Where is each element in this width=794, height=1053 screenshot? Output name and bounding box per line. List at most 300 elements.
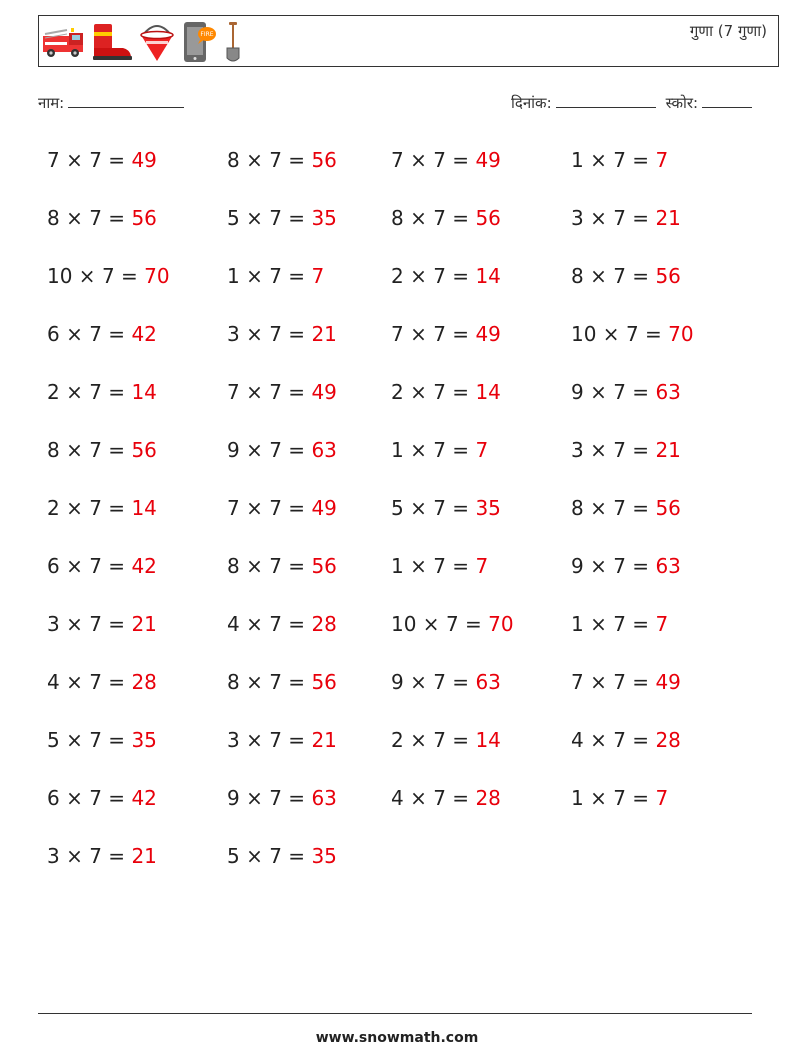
times-sign: × bbox=[583, 728, 614, 752]
fire-bucket-icon bbox=[137, 21, 177, 63]
name-field bbox=[38, 93, 184, 113]
answer: 63 bbox=[311, 438, 337, 462]
equals-sign: = bbox=[101, 786, 132, 810]
multiplication-problem bbox=[227, 537, 391, 595]
multiplier: 7 bbox=[613, 554, 626, 578]
header-box bbox=[38, 15, 779, 67]
equals-sign: = bbox=[445, 670, 476, 694]
answer: 14 bbox=[131, 380, 157, 404]
equals-sign: = bbox=[101, 728, 132, 752]
equals-sign: = bbox=[625, 148, 656, 172]
multiplicand: 2 bbox=[391, 380, 404, 404]
times-sign: × bbox=[583, 380, 614, 404]
multiplier: 7 bbox=[269, 380, 282, 404]
multiplicand: 2 bbox=[391, 264, 404, 288]
multiplier: 7 bbox=[101, 264, 115, 288]
times-sign: × bbox=[239, 728, 270, 752]
times-sign: × bbox=[583, 612, 614, 636]
answer: 63 bbox=[475, 670, 501, 694]
equals-sign: = bbox=[281, 380, 312, 404]
times-sign: × bbox=[403, 670, 434, 694]
times-sign: × bbox=[403, 380, 434, 404]
times-sign: × bbox=[596, 322, 626, 346]
multiplicand: 1 bbox=[391, 438, 404, 462]
answer: 7 bbox=[475, 438, 489, 462]
name-blank[interactable] bbox=[68, 93, 184, 108]
multiplication-problem bbox=[391, 711, 571, 769]
multiplication-problem bbox=[571, 363, 727, 421]
times-sign: × bbox=[59, 380, 90, 404]
equals-sign: = bbox=[625, 264, 656, 288]
times-sign: × bbox=[583, 496, 614, 520]
multiplier: 7 bbox=[89, 380, 102, 404]
equals-sign: = bbox=[458, 612, 489, 636]
multiplier: 7 bbox=[613, 148, 626, 172]
times-sign: × bbox=[403, 496, 434, 520]
answer: 70 bbox=[488, 612, 514, 636]
answer: 70 bbox=[668, 322, 694, 346]
multiplicand: 1 bbox=[571, 786, 584, 810]
times-sign: × bbox=[403, 554, 434, 578]
multiplier: 7 bbox=[89, 554, 102, 578]
equals-sign: = bbox=[101, 206, 132, 230]
multiplication-problem bbox=[571, 479, 727, 537]
multiplication-problem bbox=[47, 595, 227, 653]
answer: 7 bbox=[655, 148, 669, 172]
answer: 56 bbox=[311, 554, 337, 578]
fire-truck-icon bbox=[41, 24, 85, 60]
times-sign: × bbox=[403, 206, 434, 230]
multiplicand: 10 bbox=[571, 322, 597, 346]
answer: 7 bbox=[311, 264, 325, 288]
multiplier: 7 bbox=[269, 264, 282, 288]
multiplication-problem bbox=[47, 653, 227, 711]
times-sign: × bbox=[59, 612, 90, 636]
equals-sign: = bbox=[625, 206, 656, 230]
multiplicand: 10 bbox=[391, 612, 417, 636]
answer: 21 bbox=[311, 322, 337, 346]
equals-sign: = bbox=[281, 786, 312, 810]
footer-url: www.snowmath.com bbox=[315, 1030, 479, 1046]
equals-sign: = bbox=[625, 496, 656, 520]
equals-sign: = bbox=[101, 612, 132, 636]
times-sign: × bbox=[403, 438, 434, 462]
multiplicand: 8 bbox=[391, 206, 404, 230]
equals-sign: = bbox=[281, 496, 312, 520]
multiplicand: 9 bbox=[571, 380, 584, 404]
equals-sign: = bbox=[445, 786, 476, 810]
equals-sign: = bbox=[101, 148, 132, 172]
times-sign: × bbox=[59, 670, 90, 694]
multiplication-problem bbox=[391, 537, 571, 595]
equals-sign: = bbox=[101, 554, 132, 578]
multiplier: 7 bbox=[269, 844, 282, 868]
multiplier: 7 bbox=[433, 264, 446, 288]
multiplier: 7 bbox=[89, 844, 102, 868]
multiplication-problem bbox=[47, 363, 227, 421]
multiplicand: 3 bbox=[227, 728, 240, 752]
equals-sign: = bbox=[625, 728, 656, 752]
times-sign: × bbox=[239, 670, 270, 694]
multiplication-problem bbox=[391, 595, 571, 653]
answer: 49 bbox=[311, 380, 337, 404]
times-sign: × bbox=[583, 670, 614, 694]
svg-text:FIRE: FIRE bbox=[200, 31, 214, 38]
multiplier: 7 bbox=[269, 438, 282, 462]
times-sign: × bbox=[583, 786, 614, 810]
multiplicand: 8 bbox=[571, 264, 584, 288]
times-sign: × bbox=[239, 496, 270, 520]
answer: 56 bbox=[655, 496, 681, 520]
equals-sign: = bbox=[281, 438, 312, 462]
multiplication-problem bbox=[227, 653, 391, 711]
multiplier: 7 bbox=[625, 322, 639, 346]
multiplication-problem bbox=[227, 769, 391, 827]
multiplier: 7 bbox=[89, 670, 102, 694]
answer: 63 bbox=[655, 380, 681, 404]
multiplication-problem bbox=[391, 421, 571, 479]
multiplication-problem bbox=[47, 537, 227, 595]
multiplicand: 8 bbox=[47, 438, 60, 462]
multiplicand: 4 bbox=[227, 612, 240, 636]
answer: 56 bbox=[475, 206, 501, 230]
multiplicand: 4 bbox=[571, 728, 584, 752]
multiplier: 7 bbox=[89, 206, 102, 230]
multiplication-problem bbox=[227, 421, 391, 479]
answer: 7 bbox=[655, 786, 669, 810]
times-sign: × bbox=[239, 438, 270, 462]
answer: 14 bbox=[475, 264, 501, 288]
multiplicand: 2 bbox=[47, 380, 60, 404]
answer: 56 bbox=[311, 670, 337, 694]
multiplication-problem bbox=[227, 363, 391, 421]
multiplier: 7 bbox=[433, 148, 446, 172]
answer: 49 bbox=[311, 496, 337, 520]
shovel-icon bbox=[221, 20, 245, 64]
multiplication-problem bbox=[227, 131, 391, 189]
equals-sign: = bbox=[281, 264, 312, 288]
times-sign: × bbox=[583, 264, 614, 288]
answer: 56 bbox=[131, 438, 157, 462]
times-sign: × bbox=[59, 728, 90, 752]
multiplier: 7 bbox=[433, 438, 446, 462]
times-sign: × bbox=[403, 322, 434, 346]
times-sign: × bbox=[403, 264, 434, 288]
score-blank[interactable] bbox=[702, 93, 752, 108]
answer: 63 bbox=[655, 554, 681, 578]
equals-sign: = bbox=[101, 670, 132, 694]
multiplication-problem bbox=[47, 769, 227, 827]
answer: 49 bbox=[475, 148, 501, 172]
multiplicand: 6 bbox=[47, 554, 60, 578]
multiplicand: 7 bbox=[571, 670, 584, 694]
multiplication-problem bbox=[47, 827, 227, 885]
multiplier: 7 bbox=[269, 148, 282, 172]
multiplier: 7 bbox=[445, 612, 459, 636]
multiplier: 7 bbox=[89, 496, 102, 520]
equals-sign: = bbox=[445, 438, 476, 462]
multiplication-problem bbox=[571, 711, 727, 769]
multiplier: 7 bbox=[433, 728, 446, 752]
times-sign: × bbox=[239, 612, 270, 636]
date-blank[interactable] bbox=[556, 93, 656, 108]
equals-sign: = bbox=[625, 786, 656, 810]
multiplicand: 1 bbox=[571, 612, 584, 636]
answer: 21 bbox=[131, 844, 157, 868]
times-sign: × bbox=[59, 786, 90, 810]
multiplication-problem bbox=[571, 653, 727, 711]
multiplicand: 2 bbox=[47, 496, 60, 520]
multiplicand: 7 bbox=[391, 148, 404, 172]
multiplication-problem bbox=[391, 653, 571, 711]
equals-sign: = bbox=[281, 206, 312, 230]
multiplication-problem bbox=[571, 305, 727, 363]
multiplicand: 8 bbox=[227, 670, 240, 694]
multiplicand: 5 bbox=[227, 844, 240, 868]
multiplicand: 5 bbox=[47, 728, 60, 752]
answer: 42 bbox=[131, 554, 157, 578]
equals-sign: = bbox=[281, 844, 312, 868]
equals-sign: = bbox=[445, 322, 476, 346]
equals-sign: = bbox=[281, 322, 312, 346]
multiplier: 7 bbox=[613, 264, 626, 288]
fire-phone-icon bbox=[181, 20, 217, 64]
multiplicand: 9 bbox=[227, 438, 240, 462]
equals-sign: = bbox=[445, 148, 476, 172]
multiplier: 7 bbox=[433, 206, 446, 230]
answer: 28 bbox=[475, 786, 501, 810]
multiplicand: 3 bbox=[227, 322, 240, 346]
times-sign: × bbox=[239, 148, 270, 172]
answer: 42 bbox=[131, 322, 157, 346]
multiplicand: 1 bbox=[227, 264, 240, 288]
multiplication-problem bbox=[47, 711, 227, 769]
multiplier: 7 bbox=[89, 728, 102, 752]
multiplicand: 3 bbox=[47, 844, 60, 868]
multiplication-problem bbox=[47, 189, 227, 247]
equals-sign: = bbox=[625, 380, 656, 404]
equals-sign: = bbox=[281, 670, 312, 694]
equals-sign: = bbox=[281, 612, 312, 636]
multiplicand: 6 bbox=[47, 786, 60, 810]
multiplication-problem bbox=[571, 189, 727, 247]
name-label: नाम: bbox=[38, 94, 65, 112]
multiplicand: 9 bbox=[227, 786, 240, 810]
equals-sign: = bbox=[281, 728, 312, 752]
multiplication-problem bbox=[391, 189, 571, 247]
multiplier: 7 bbox=[269, 612, 282, 636]
times-sign: × bbox=[583, 148, 614, 172]
equals-sign: = bbox=[101, 438, 132, 462]
multiplicand: 1 bbox=[571, 148, 584, 172]
answer: 49 bbox=[131, 148, 157, 172]
answer: 21 bbox=[311, 728, 337, 752]
multiplicand: 7 bbox=[227, 380, 240, 404]
multiplicand: 7 bbox=[47, 148, 60, 172]
equals-sign: = bbox=[101, 322, 132, 346]
multiplicand: 7 bbox=[391, 322, 404, 346]
multiplication-problem bbox=[391, 363, 571, 421]
times-sign: × bbox=[59, 438, 90, 462]
times-sign: × bbox=[239, 844, 270, 868]
multiplicand: 9 bbox=[571, 554, 584, 578]
multiplication-problem bbox=[47, 421, 227, 479]
multiplication-problem bbox=[47, 131, 227, 189]
multiplicand: 1 bbox=[391, 554, 404, 578]
multiplicand: 8 bbox=[227, 554, 240, 578]
answer: 56 bbox=[655, 264, 681, 288]
multiplication-problem bbox=[571, 131, 727, 189]
times-sign: × bbox=[59, 496, 90, 520]
times-sign: × bbox=[583, 206, 614, 230]
answer: 56 bbox=[131, 206, 157, 230]
answer: 21 bbox=[655, 438, 681, 462]
multiplier: 7 bbox=[613, 380, 626, 404]
multiplication-problem bbox=[227, 189, 391, 247]
multiplication-problem bbox=[227, 711, 391, 769]
multiplicand: 5 bbox=[391, 496, 404, 520]
times-sign: × bbox=[72, 264, 102, 288]
multiplication-problem bbox=[47, 305, 227, 363]
multiplication-problem bbox=[227, 479, 391, 537]
answer: 35 bbox=[131, 728, 157, 752]
multiplier: 7 bbox=[433, 786, 446, 810]
multiplicand: 8 bbox=[227, 148, 240, 172]
equals-sign: = bbox=[625, 612, 656, 636]
answer: 14 bbox=[475, 380, 501, 404]
multiplication-problem bbox=[571, 247, 727, 305]
answer: 49 bbox=[655, 670, 681, 694]
times-sign: × bbox=[583, 438, 614, 462]
times-sign: × bbox=[59, 844, 90, 868]
multiplier: 7 bbox=[613, 612, 626, 636]
multiplier: 7 bbox=[613, 438, 626, 462]
equals-sign: = bbox=[281, 554, 312, 578]
multiplication-problem bbox=[571, 537, 727, 595]
multiplier: 7 bbox=[89, 612, 102, 636]
answer: 7 bbox=[475, 554, 489, 578]
equals-sign: = bbox=[445, 728, 476, 752]
multiplicand: 10 bbox=[47, 264, 73, 288]
answer: 63 bbox=[311, 786, 337, 810]
answer: 21 bbox=[655, 206, 681, 230]
equals-sign: = bbox=[625, 554, 656, 578]
equals-sign: = bbox=[445, 206, 476, 230]
multiplier: 7 bbox=[613, 206, 626, 230]
problem-grid bbox=[47, 131, 727, 885]
answer: 35 bbox=[311, 206, 337, 230]
times-sign: × bbox=[239, 554, 270, 578]
times-sign: × bbox=[239, 264, 270, 288]
multiplier: 7 bbox=[269, 728, 282, 752]
equals-sign: = bbox=[445, 264, 476, 288]
multiplier: 7 bbox=[269, 554, 282, 578]
multiplicand: 3 bbox=[47, 612, 60, 636]
multiplication-problem bbox=[391, 769, 571, 827]
multiplication-problem bbox=[391, 131, 571, 189]
multiplication-problem bbox=[391, 479, 571, 537]
times-sign: × bbox=[403, 728, 434, 752]
multiplier: 7 bbox=[433, 380, 446, 404]
equals-sign: = bbox=[101, 380, 132, 404]
times-sign: × bbox=[403, 148, 434, 172]
multiplication-problem bbox=[571, 595, 727, 653]
multiplier: 7 bbox=[269, 322, 282, 346]
date-label: दिनांक: bbox=[511, 94, 552, 112]
multiplicand: 4 bbox=[47, 670, 60, 694]
equals-sign: = bbox=[625, 438, 656, 462]
multiplicand: 3 bbox=[571, 438, 584, 462]
multiplicand: 5 bbox=[227, 206, 240, 230]
answer: 35 bbox=[475, 496, 501, 520]
date-score-field bbox=[511, 93, 752, 113]
equals-sign: = bbox=[445, 496, 476, 520]
multiplicand: 2 bbox=[391, 728, 404, 752]
answer: 35 bbox=[311, 844, 337, 868]
multiplication-problem bbox=[391, 305, 571, 363]
multiplier: 7 bbox=[613, 496, 626, 520]
multiplier: 7 bbox=[613, 670, 626, 694]
times-sign: × bbox=[239, 786, 270, 810]
multiplicand: 4 bbox=[391, 786, 404, 810]
equals-sign: = bbox=[101, 496, 132, 520]
multiplicand: 6 bbox=[47, 322, 60, 346]
multiplicand: 8 bbox=[571, 496, 584, 520]
multiplier: 7 bbox=[89, 786, 102, 810]
multiplicand: 8 bbox=[47, 206, 60, 230]
equals-sign: = bbox=[638, 322, 669, 346]
multiplication-problem bbox=[571, 769, 727, 827]
answer: 42 bbox=[131, 786, 157, 810]
equals-sign: = bbox=[114, 264, 145, 288]
answer: 7 bbox=[655, 612, 669, 636]
multiplier: 7 bbox=[269, 206, 282, 230]
multiplier: 7 bbox=[89, 438, 102, 462]
times-sign: × bbox=[583, 554, 614, 578]
page-title: गुणा (7 गुणा) bbox=[689, 22, 767, 40]
times-sign: × bbox=[416, 612, 446, 636]
equals-sign: = bbox=[625, 670, 656, 694]
times-sign: × bbox=[239, 322, 270, 346]
answer: 70 bbox=[144, 264, 170, 288]
multiplication-problem bbox=[47, 479, 227, 537]
times-sign: × bbox=[239, 206, 270, 230]
multiplier: 7 bbox=[433, 670, 446, 694]
multiplication-problem bbox=[227, 595, 391, 653]
times-sign: × bbox=[59, 148, 90, 172]
answer: 28 bbox=[131, 670, 157, 694]
equals-sign: = bbox=[281, 148, 312, 172]
equals-sign: = bbox=[445, 380, 476, 404]
multiplier: 7 bbox=[613, 728, 626, 752]
multiplier: 7 bbox=[269, 670, 282, 694]
multiplication-problem bbox=[227, 305, 391, 363]
times-sign: × bbox=[59, 554, 90, 578]
multiplier: 7 bbox=[433, 554, 446, 578]
multiplier: 7 bbox=[433, 322, 446, 346]
times-sign: × bbox=[59, 322, 90, 346]
multiplication-problem bbox=[227, 247, 391, 305]
multiplier: 7 bbox=[613, 786, 626, 810]
answer: 14 bbox=[131, 496, 157, 520]
times-sign: × bbox=[59, 206, 90, 230]
multiplier: 7 bbox=[269, 496, 282, 520]
answer: 56 bbox=[311, 148, 337, 172]
multiplication-problem bbox=[227, 827, 391, 885]
multiplication-problem bbox=[391, 247, 571, 305]
times-sign: × bbox=[239, 380, 270, 404]
multiplier: 7 bbox=[89, 148, 102, 172]
